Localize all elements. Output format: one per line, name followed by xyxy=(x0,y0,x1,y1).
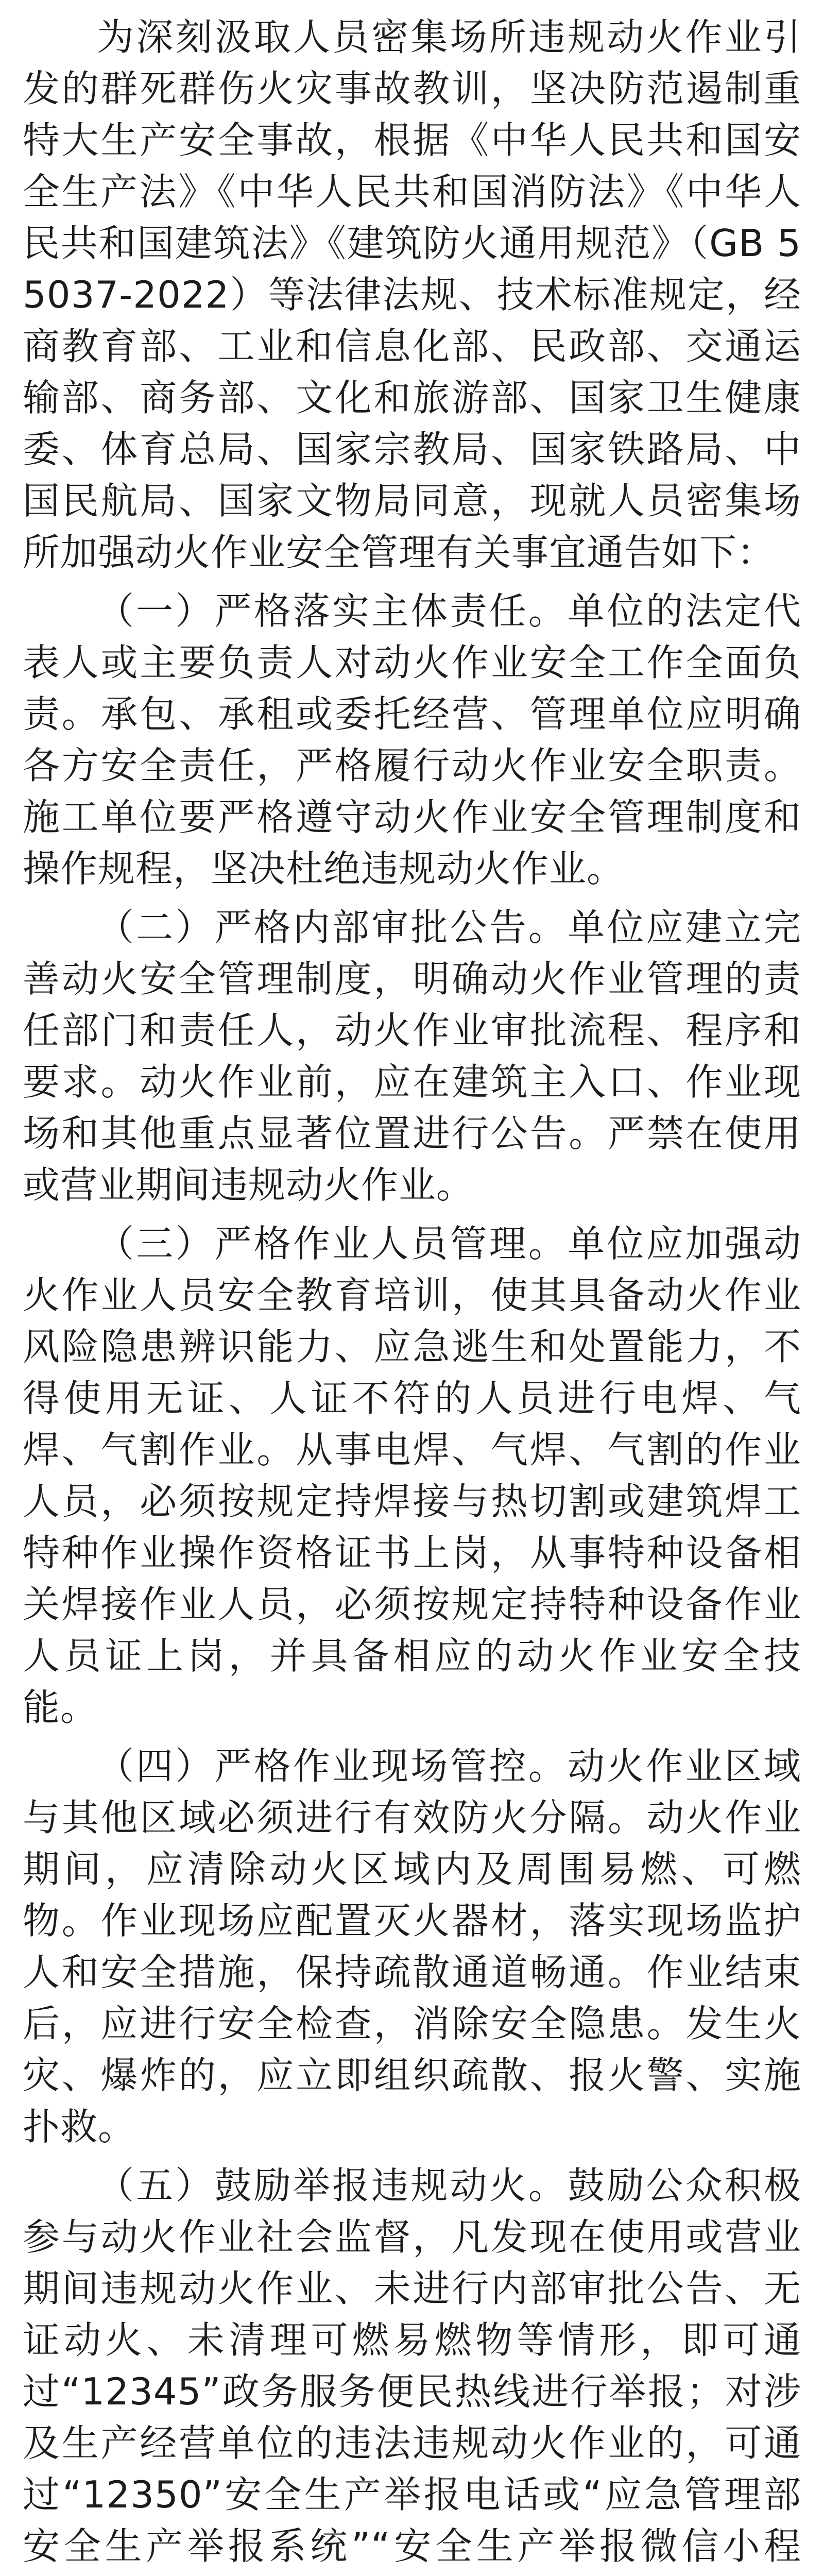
intro-paragraph: 为深刻汲取人员密集场所违规动火作业引发的群死群伤火灾事故教训，坚决防范遏制重特大生产安全事故，根据《中华人民共和国安全生产法》《中华人民共和国消防法》《中华人民共和国建筑法》《建筑防火通用规范》（GB 55037-2022）等法律法规、技术标准规定，经商教育部、工业和信息化部、民政部、交通运输部、商务部、文化和旅游部、国家卫生健康委、体育总局、国家宗教局、国家铁路局、中国民航局、国家文物局同意，现就人员密集场所加强动火作业安全管理有关事宜通告如下： xyxy=(23,15,801,574)
notice-body xyxy=(23,11,801,2576)
item-1-paragraph: （一）严格落实主体责任。单位的法定代表人或主要负责人对动火作业安全工作全面负责。承包、承租或委托经营、管理单位应明确各方安全责任，严格履行动火作业安全职责。施工单位要严格遵守动火作业安全管理制度和操作规程，坚决杜绝违规动火作业。 xyxy=(23,589,801,890)
item-3-paragraph: （三）严格作业人员管理。单位应加强动火作业人员安全教育培训，使其具备动火作业风险隐患辨识能力、应急逃生和处置能力，不得使用无证、人证不符的人员进行电焊、气焊、气割作业。从事电焊、气焊、气割的作业人员，必须按规定持焊接与热切割或建筑焊工特种作业操作资格证书上岗，从事特种设备相关焊接作业人员，必须按规定持特种设备作业人员证上岗，并具备相应的动火作业安全技能。 xyxy=(23,1222,801,1729)
item-4-paragraph: （四）严格作业现场管控。动火作业区域与其他区域必须进行有效防火分隔。动火作业期间，应清除动火区域内及周围易燃、可燃物。作业现场应配置灭火器材，落实现场监护人和安全措施，保持疏散通道畅通。作业结束后，应进行安全检查，消除安全隐患。发生火灾、爆炸的，应立即组织疏散、报火警、实施扑救。 xyxy=(23,1744,801,2148)
item-5-paragraph: （五）鼓励举报违规动火。鼓励公众积极参与动火作业社会监督，凡发现在使用或营业期间违规动火作业、未进行内部审批公告、无证动火、未清理可燃易燃物等情形，即可通过“12345”政务服务便民热线进行举报；对涉及生产经营单位的违法违规动火作业的，可通过“12350”安全生产举报电话或“应急管理部安全生产举报系统”“安全生产举报微信小程 xyxy=(23,2164,801,2568)
item-2-paragraph: （二）严格内部审批公告。单位应建立完善动火安全管理制度，明确动火作业管理的责任部门和责任人，动火作业审批流程、程序和要求。动火作业前，应在建筑主入口、作业现场和其他重点显著位置进行公告。严禁在使用或营业期间违规动火作业。 xyxy=(23,906,801,1207)
